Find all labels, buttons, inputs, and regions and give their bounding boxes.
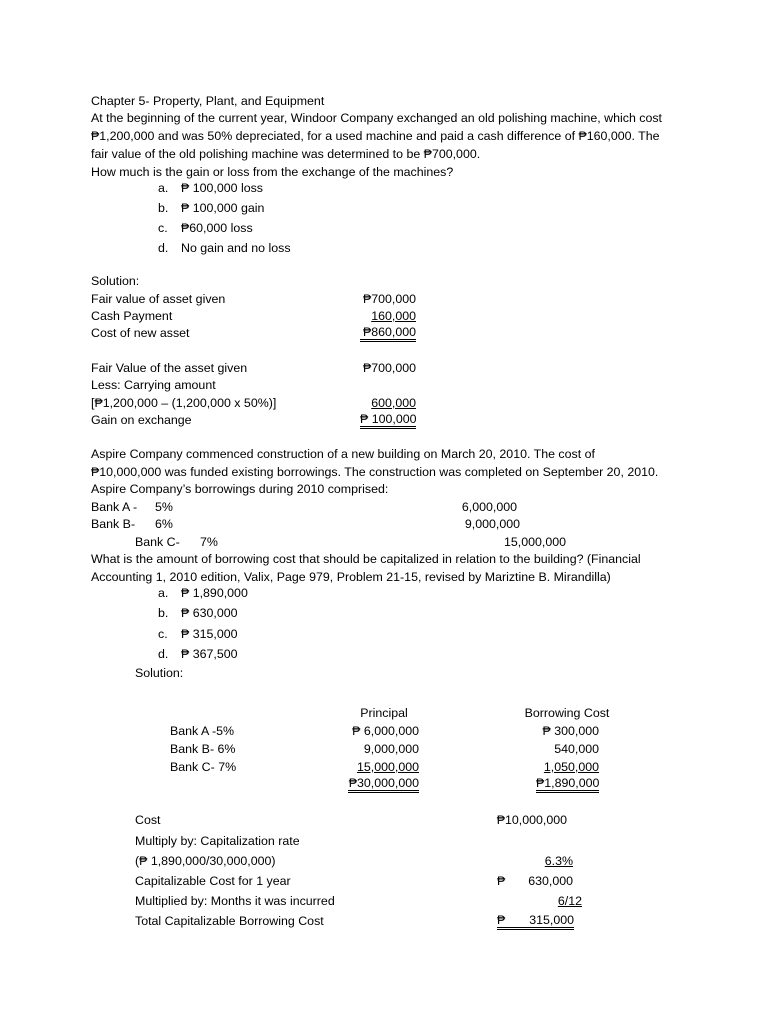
choice-letter: a. xyxy=(158,586,169,600)
problem1-text-line: fair value of the old polishing machine was determined to be ₱700,000. xyxy=(91,147,481,161)
choice-text: ₱ 100,000 loss xyxy=(181,181,263,195)
table-cell-cost: 540,000 xyxy=(554,742,599,756)
calc-label: Multiplied by: Months it was incurred xyxy=(135,894,335,908)
solution-line-value: 160,000 xyxy=(371,309,416,323)
calc-label: Total Capitalizable Borrowing Cost xyxy=(135,914,324,928)
choice-text: ₱ 1,890,000 xyxy=(181,586,248,600)
table-row-label: Bank B- 6% xyxy=(170,742,236,756)
problem2-text-line: ₱10,000,000 was funded existing borrowings. The construction was completed on September 20, 2010. xyxy=(91,465,659,479)
choice-text: ₱60,000 loss xyxy=(181,221,253,235)
calc-label: Capitalizable Cost for 1 year xyxy=(135,874,291,888)
problem2-text-line: Aspire Company’s borrowings during 2010 comprised: xyxy=(91,482,389,496)
solution-line-value: ₱700,000 xyxy=(362,361,416,375)
solution-line-label: [₱1,200,000 – (1,200,000 x 50%)] xyxy=(91,396,277,410)
choice-text: ₱ 100,000 gain xyxy=(181,201,265,215)
choice-text: No gain and no loss xyxy=(181,241,291,255)
choice-letter: b. xyxy=(158,606,169,620)
solution-label: Solution: xyxy=(91,274,140,288)
calc-value: ₱10,000,000 xyxy=(496,813,567,827)
solution-label: Solution: xyxy=(135,666,184,680)
table-header-principal: Principal xyxy=(360,706,408,720)
table-total-cost: ₱1,890,000 xyxy=(536,776,599,793)
choice-letter: a. xyxy=(158,181,169,195)
solution-line-label: Cash Payment xyxy=(91,309,173,323)
bank-name: Bank B- xyxy=(91,517,136,531)
table-header-borrowing-cost: Borrowing Cost xyxy=(524,706,610,720)
calc-label: Cost xyxy=(135,813,161,827)
solution-line-label: Gain on exchange xyxy=(91,413,192,427)
problem2-question: Accounting 1, 2010 edition, Valix, Page 979, Problem 21-15, revised by Mariztine B. Mirandilla) xyxy=(91,570,611,584)
choice-text: ₱ 315,000 xyxy=(181,627,238,641)
chapter-title: Chapter 5- Property, Plant, and Equipment xyxy=(91,94,325,108)
choice-text: ₱ 630,000 xyxy=(181,606,238,620)
choice-text: ₱ 367,500 xyxy=(181,647,238,661)
solution-line-label: Fair Value of the asset given xyxy=(91,361,248,375)
solution-line-value: ₱ 100,000 xyxy=(360,412,416,429)
choice-letter: d. xyxy=(158,647,169,661)
bank-rate: 6% xyxy=(155,517,173,531)
solution-line-label: Cost of new asset xyxy=(91,326,190,340)
choice-letter: c. xyxy=(158,627,168,641)
solution-line-value: ₱700,000 xyxy=(362,292,416,306)
choice-letter: d. xyxy=(158,241,169,255)
table-cell-cost: 1,050,000 xyxy=(543,760,599,774)
calc-value: 6/12 xyxy=(557,894,582,908)
table-row-label: Bank A -5% xyxy=(170,724,235,738)
calc-value: 6.3% xyxy=(544,854,573,868)
problem1-text-line: At the beginning of the current year, Windoor Company exchanged an old polishing machine, which cost xyxy=(91,111,662,125)
bank-amount: 9,000,000 xyxy=(464,517,520,531)
solution-line-label: Fair value of asset given xyxy=(91,292,226,306)
calc-value: 630,000 xyxy=(528,874,573,888)
solution-line-value: ₱860,000 xyxy=(360,325,416,342)
table-cell-principal: 15,000,000 xyxy=(356,760,419,774)
calc-value: 315,000 xyxy=(529,913,574,927)
choice-letter: b. xyxy=(158,201,169,215)
table-cell-principal: ₱ 6,000,000 xyxy=(352,724,419,738)
table-cell-cost: ₱ 300,000 xyxy=(542,724,599,738)
problem2-question: What is the amount of borrowing cost that should be capitalized in relation to the building? (Financial xyxy=(91,552,641,566)
bank-rate: 5% xyxy=(155,500,173,514)
problem1-text-line: ₱1,200,000 and was 50% depreciated, for a used machine and paid a cash difference of ₱160,000. The xyxy=(91,129,660,143)
calc-peso: ₱ xyxy=(497,913,506,927)
table-cell-principal: 9,000,000 xyxy=(363,742,419,756)
solution-line-label: Less: Carrying amount xyxy=(91,378,216,392)
bank-name: Bank C- xyxy=(135,535,180,549)
bank-name: Bank A - xyxy=(91,500,138,514)
bank-rate: 7% xyxy=(200,535,218,549)
calc-label: Multiply by: Capitalization rate xyxy=(135,834,300,848)
solution-line-value: 600,000 xyxy=(371,396,416,410)
table-row-label: Bank C- 7% xyxy=(170,760,237,774)
problem2-text-line: Aspire Company commenced construction of a new building on March 20, 2010. The cost of xyxy=(91,447,595,461)
table-total-principal: ₱30,000,000 xyxy=(348,776,419,793)
calc-total-box xyxy=(497,913,574,930)
calc-peso: ₱ xyxy=(497,874,506,888)
bank-amount: 15,000,000 xyxy=(503,535,566,549)
bank-amount: 6,000,000 xyxy=(461,500,517,514)
calc-label: (₱ 1,890,000/30,000,000) xyxy=(135,854,276,868)
problem1-question: How much is the gain or loss from the exchange of the machines? xyxy=(91,165,454,179)
choice-letter: c. xyxy=(158,221,168,235)
